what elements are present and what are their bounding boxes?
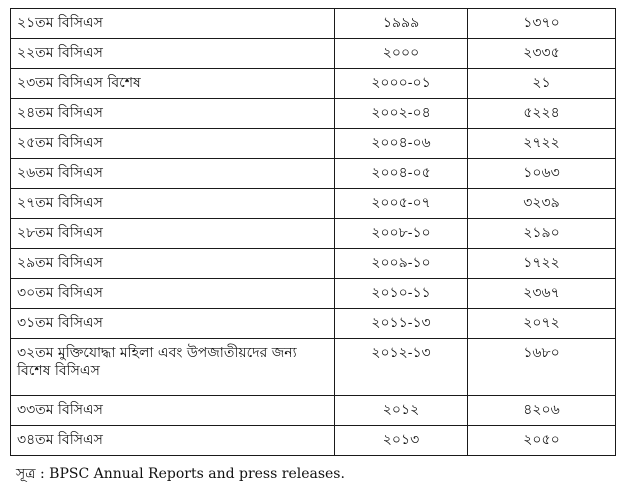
table-row (11, 279, 616, 309)
batch-cell: ২৪তম বিসিএস (11, 99, 335, 129)
count-cell: ১৭২২ (468, 249, 616, 279)
count-cell: ১৬৮০ (468, 339, 616, 396)
table-row (11, 219, 616, 249)
year-cell: ২০০০-০১ (335, 69, 468, 99)
table-row (11, 189, 616, 219)
count-cell: ২৩৬৭ (468, 279, 616, 309)
table-row (11, 39, 616, 69)
batch-cell: ২৮তম বিসিএস (11, 219, 335, 249)
count-cell: ২৭২২ (468, 129, 616, 159)
year-cell: ২০১১-১৩ (335, 309, 468, 339)
table-row (11, 129, 616, 159)
table-row (11, 9, 616, 39)
bcs-recruitment-table (10, 8, 616, 456)
batch-cell: ২৭তম বিসিএস (11, 189, 335, 219)
year-cell: ২০০৫-০৭ (335, 189, 468, 219)
year-cell: ২০০০ (335, 39, 468, 69)
table-row (11, 309, 616, 339)
table-row (11, 69, 616, 99)
year-cell: ২০০২-০৪ (335, 99, 468, 129)
batch-cell: ২৯তম বিসিএস (11, 249, 335, 279)
count-cell: ৪২০৬ (468, 396, 616, 426)
year-cell: ১৯৯৯ (335, 9, 468, 39)
table-row (11, 339, 616, 396)
year-cell: ২০০৪-০৬ (335, 129, 468, 159)
batch-cell: ২৫তম বিসিএস (11, 129, 335, 159)
table-row (11, 249, 616, 279)
source-note: সূত্র : BPSC Annual Reports and press releases. (16, 466, 345, 482)
count-cell: ২৩৩৫ (468, 39, 616, 69)
batch-cell: ২১তম বিসিএস (11, 9, 335, 39)
batch-cell: ২৬তম বিসিএস (11, 159, 335, 189)
batch-cell: ৩৪তম বিসিএস (11, 426, 335, 456)
batch-cell: ৩৩তম বিসিএস (11, 396, 335, 426)
year-cell: ২০০৮-১০ (335, 219, 468, 249)
batch-cell: ৩২তম মুক্তিযোদ্ধা মহিলা এবং উপজাতীয়দের জন্য বিশেষ বিসিএস (11, 339, 335, 396)
year-cell: ২০১২-১৩ (335, 339, 468, 396)
year-cell: ২০০৯-১০ (335, 249, 468, 279)
count-cell: ১০৬৩ (468, 159, 616, 189)
year-cell: ২০১০-১১ (335, 279, 468, 309)
count-cell: ২১৯০ (468, 219, 616, 249)
year-cell: ২০১৩ (335, 426, 468, 456)
batch-cell: ২৩তম বিসিএস বিশেষ (11, 69, 335, 99)
batch-cell: ২২তম বিসিএস (11, 39, 335, 69)
table-row (11, 159, 616, 189)
count-cell: ২১ (468, 69, 616, 99)
table-row (11, 396, 616, 426)
count-cell: ৫২২৪ (468, 99, 616, 129)
year-cell: ২০০৪-০৫ (335, 159, 468, 189)
count-cell: ৩২৩৯ (468, 189, 616, 219)
table-row (11, 99, 616, 129)
count-cell: ১৩৭০ (468, 9, 616, 39)
table-row (11, 426, 616, 456)
count-cell: ২০৫০ (468, 426, 616, 456)
batch-cell: ৩১তম বিসিএস (11, 309, 335, 339)
batch-cell: ৩০তম বিসিএস (11, 279, 335, 309)
count-cell: ২০৭২ (468, 309, 616, 339)
year-cell: ২০১২ (335, 396, 468, 426)
